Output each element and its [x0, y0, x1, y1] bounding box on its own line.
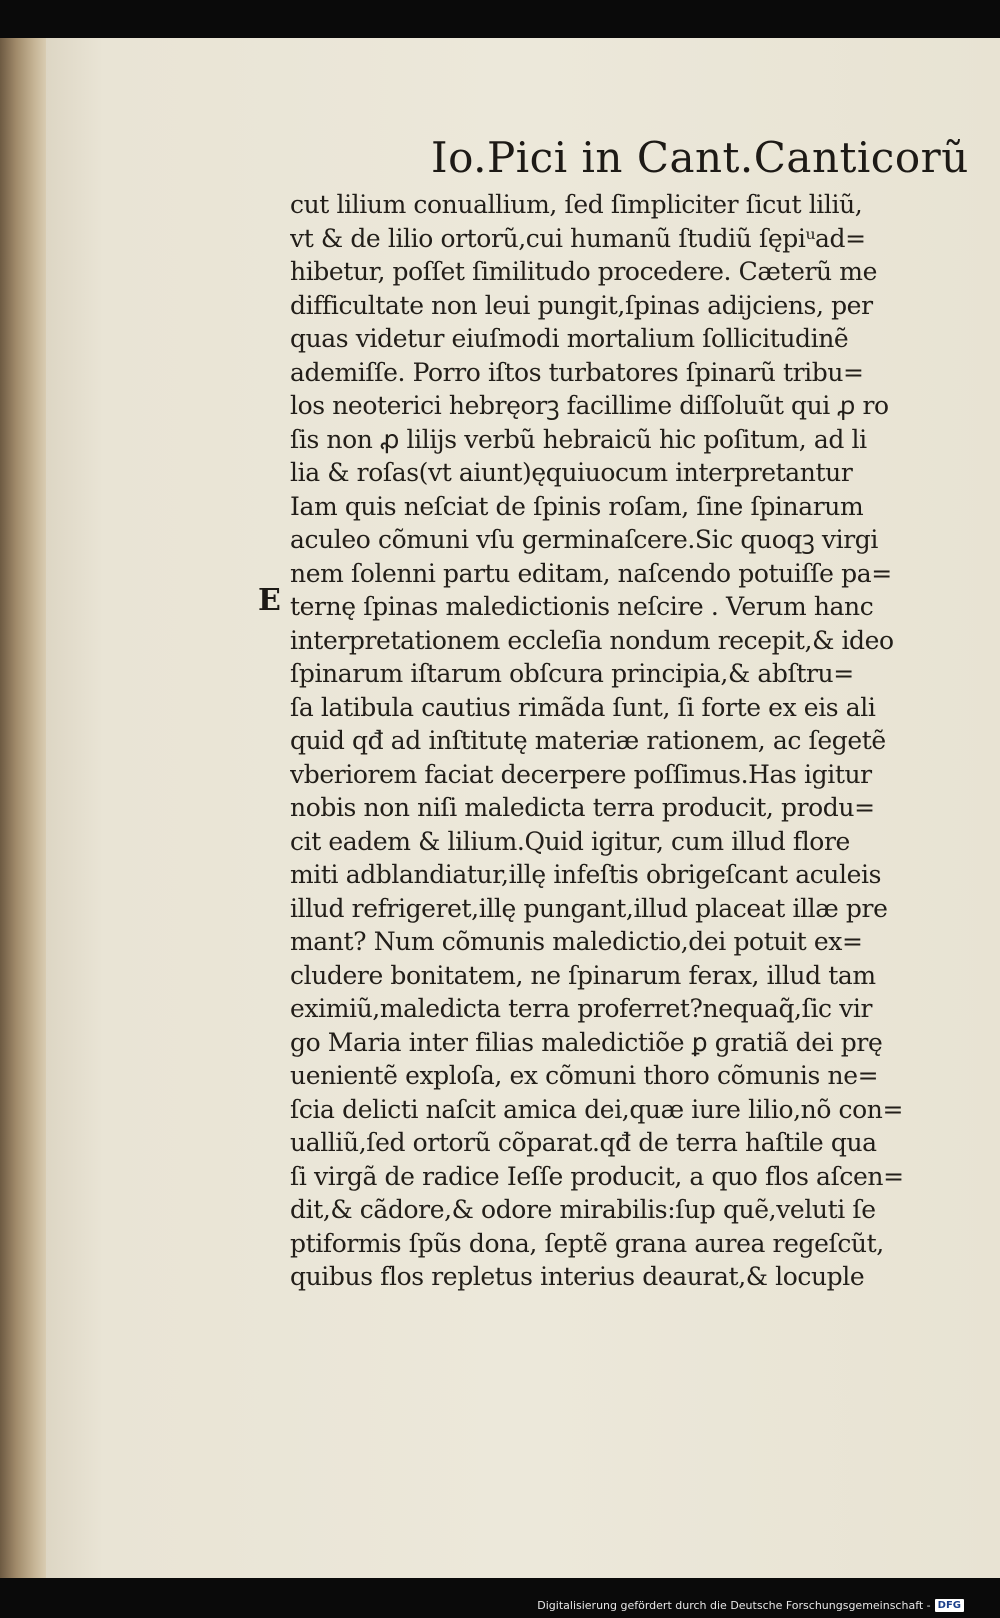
text-line: lia & roſas(vt aiunt)ęquiuocum interpretantur	[290, 458, 853, 487]
text-line: ptiformis ſpũs dona, ſeptẽ grana aurea regeſcũt,	[290, 1228, 884, 1258]
running-head: Io.Pici in Cant.Canticorũ	[431, 133, 969, 182]
text-line: uenientẽ exploſa, ex cõmuni thoro cõmunis ne=	[290, 1061, 879, 1090]
text-line: eximiũ,maledicta terra proferret?nequaq̃,ſic vir	[290, 994, 873, 1023]
text-line: cit eadem & lilium.Quid igitur, cum illud flore	[290, 826, 850, 856]
text-body	[290, 188, 970, 1294]
text-line: quas videtur eiuſmodi mortalium ſollicitudinẽ	[290, 324, 849, 353]
text-line: difficultate non leui pungit,ſpinas adijciens, per	[290, 290, 873, 320]
text-line: cut lilium conuallium, ſed ſimpliciter ſicut liliũ,	[290, 190, 863, 219]
text-line: quibus flos repletus interius deaurat,& locuple	[290, 1262, 865, 1291]
text-line: miti adblandiatur,illę infeſtis obrigeſcant aculeis	[290, 860, 882, 889]
text-line: ademiſſe. Porro iſtos turbatores ſpinarũ tribu=	[290, 357, 864, 387]
text-line: quid qđ ad inſtitutę materiæ rationem, ac ſegetẽ	[290, 726, 886, 755]
text-line: ternę ſpinas maledictionis neſcire . Verum hanc	[290, 592, 874, 621]
book-spine	[0, 38, 46, 1578]
text-line: vt & de lilio ortorũ,cui humanũ ſtudiũ ſępiᵘad=	[290, 223, 866, 253]
text-line: nem ſolenni partu editam, naſcendo potuiſſe pa=	[290, 558, 892, 588]
footer-credit-text: Digitalisierung gefördert durch die Deutsche Forschungsgemeinschaft -	[537, 1599, 931, 1612]
text-line: ſi virgã de radice Ieſſe producit, a quo flos aſcen=	[290, 1161, 904, 1191]
text-line: los neoterici hebręorꝫ facillime diſſoluũt qui ꝓ ro	[290, 391, 889, 420]
text-line: hibetur, poſſet ſimilitudo procedere. Cæterũ me	[290, 257, 877, 286]
text-line: illud refrigeret,illę pungant,illud placeat illæ pre	[290, 893, 888, 923]
text-line: dit,& cãdore,& odore mirabilis:ſup quẽ,veluti ſe	[290, 1195, 876, 1224]
text-line: nobis non niſi maledicta terra producit, produ=	[290, 793, 875, 822]
text-line: ſcia delicti naſcit amica dei,quæ iure lilio,nõ con=	[290, 1094, 904, 1124]
book-page	[46, 38, 1000, 1578]
text-line: vberiorem faciat decerpere poſſimus.Has igitur	[290, 759, 872, 789]
text-line: Iam quis neſciat de ſpinis roſam, ſine ſpinarum	[290, 491, 864, 521]
dfg-logo: DFG	[935, 1599, 964, 1612]
text-line: ualliũ,ſed ortorũ cõparat.qđ de terra haſtile qua	[290, 1128, 877, 1157]
text-line: cludere bonitatem, ne ſpinarum ferax, illud tam	[290, 960, 876, 990]
text-line: aculeo cõmuni vſu germinaſcere.Sic quoqꝫ virgi	[290, 525, 878, 554]
text-line: ſpinarum iſtarum obſcura principia,& abſtru=	[290, 659, 854, 688]
book-scan	[0, 38, 1000, 1578]
text-line: interpretationem eccleſia nondum recepit,& ideo	[290, 625, 894, 655]
text-line: ſa latibula cautius rimãda ſunt, ſi forte ex eis ali	[290, 692, 876, 722]
footer-credit	[537, 1599, 964, 1612]
text-line: ſis non ꝓ lilijs verbũ hebraicũ hic poſitum, ad li	[290, 424, 867, 454]
marginal-initial: E	[258, 583, 281, 618]
text-line: go Maria inter filias maledictiõe ꝑ gratiã dei prę	[290, 1027, 883, 1057]
text-line: mant? Num cõmunis maledictio,dei potuit ex=	[290, 927, 863, 956]
